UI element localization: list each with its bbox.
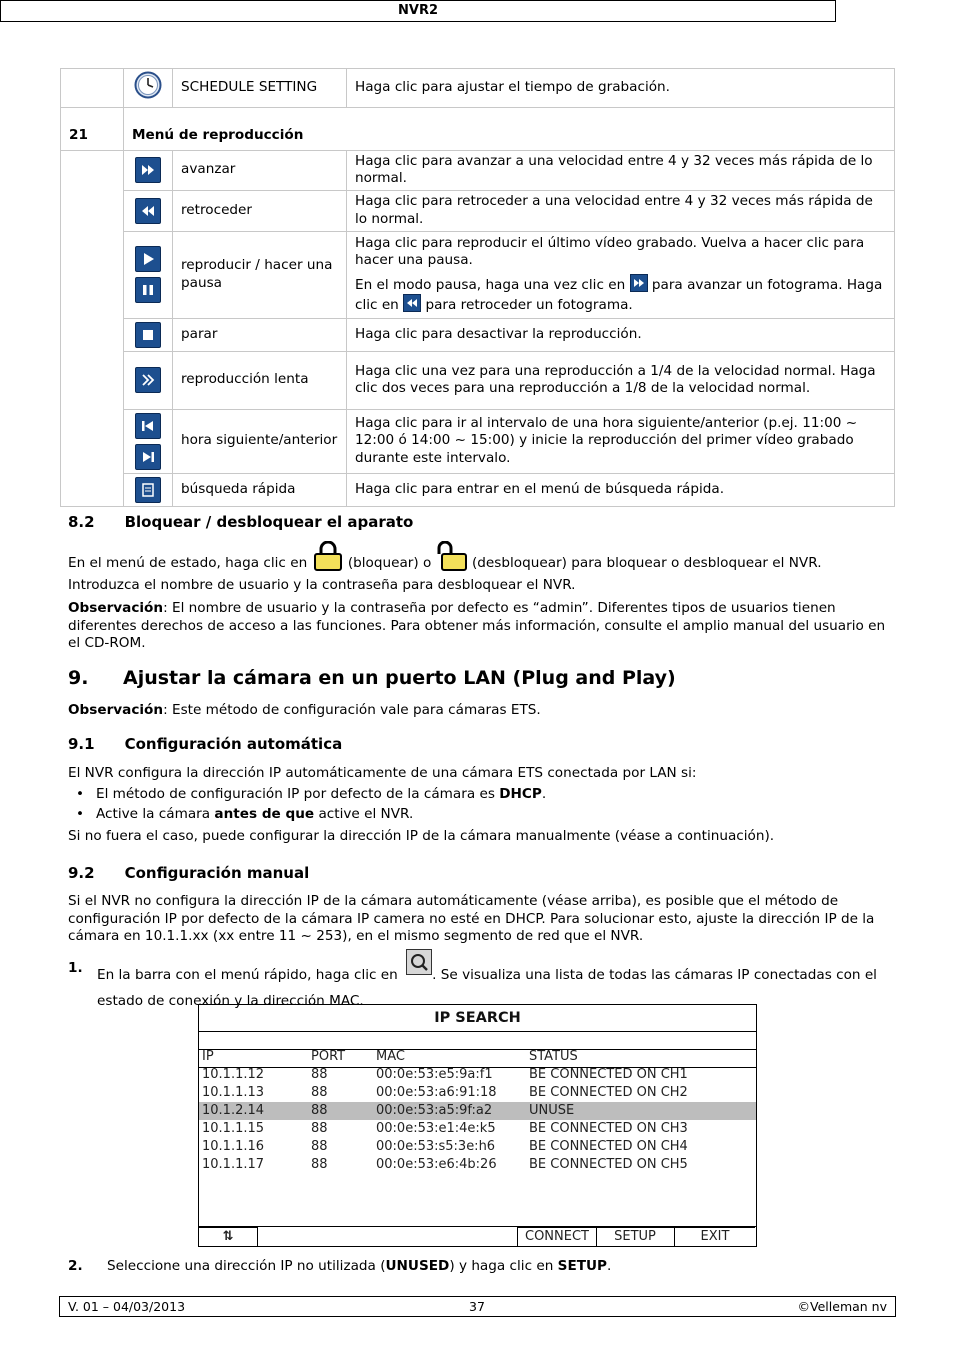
divider — [199, 1031, 756, 1032]
cell-port: 88 — [311, 1139, 328, 1154]
cell-status: BE CONNECTED ON CH4 — [529, 1139, 688, 1154]
item-label: reproducción lenta — [173, 351, 347, 409]
item-description: Haga clic para entrar en el menú de búsqueda rápida. — [347, 473, 895, 506]
section-heading-9-1: 9.1 Configuración automática — [68, 735, 343, 753]
auto-config-block — [68, 763, 888, 846]
item-description: Haga clic para avanzar a una velocidad entre 4 y 32 veces más rápida de lo normal. — [347, 150, 895, 190]
play-icon — [135, 246, 161, 272]
cell-status: BE CONNECTED ON CH2 — [529, 1085, 688, 1100]
column-header-ip: IP — [202, 1049, 214, 1064]
cell-port: 88 — [311, 1085, 328, 1100]
note-text: : Este método de configuración vale para cámaras ETS. — [163, 702, 541, 718]
icon-cell — [124, 473, 173, 506]
cell-status: BE CONNECTED ON CH5 — [529, 1157, 688, 1172]
row-number-cell — [61, 69, 124, 108]
ip-table-row[interactable] — [199, 1120, 756, 1138]
step-text-part: Seleccione una dirección IP no utilizada ( — [107, 1258, 386, 1274]
item-label: avanzar — [173, 150, 347, 190]
step-text-part: En la barra con el menú rápido, haga clic en — [97, 967, 398, 983]
step-text-part: . — [607, 1258, 612, 1274]
description-line: Haga clic para reproducir el último vídeo grabado. Vuelva a hacer clic para hacer una pausa. — [355, 234, 865, 268]
footer-copyright: ©Velleman nv — [797, 1299, 887, 1314]
previous-hour-icon — [135, 413, 161, 439]
pause-icon — [135, 277, 161, 303]
description-line — [355, 274, 886, 315]
page-footer — [59, 1296, 896, 1317]
quick-search-icon — [135, 477, 161, 503]
ip-table-row[interactable] — [199, 1066, 756, 1084]
item-description: Haga clic para desactivar la reproducción. — [347, 318, 895, 351]
item-label: parar — [173, 318, 347, 351]
item-description: Haga clic una vez para una reproducción a 1/4 de la velocidad normal. Haga clic dos veces para una reproducción a 1/8 de la velocidad normal. — [347, 351, 895, 409]
section-title: Menú de reproducción — [124, 107, 895, 150]
step-number: 1. — [68, 960, 83, 976]
paragraph-text: (bloquear) o — [347, 555, 432, 571]
step-number: 2. — [68, 1258, 83, 1274]
icon-cell — [124, 190, 173, 231]
step-text-bold: SETUP — [557, 1258, 608, 1274]
section-heading-9-2: 9.2 Configuración manual — [68, 864, 310, 882]
next-hour-icon — [135, 444, 161, 470]
paragraph-text: Si no fuera el caso, puede configurar la dirección IP de la cámara manualmente (véase a continuación). — [68, 827, 775, 844]
cell-mac: 00:0e:53:a5:9f:a2 — [376, 1103, 493, 1118]
icon-cell — [124, 69, 173, 108]
rewind-icon — [135, 198, 161, 224]
icon-cell — [124, 231, 173, 318]
cell-status: BE CONNECTED ON CH1 — [529, 1067, 688, 1082]
paragraph-text: El NVR configura la dirección IP automáticamente de una cámara ETS conectada por LAN si: — [68, 765, 697, 781]
item-label: SCHEDULE SETTING — [173, 69, 347, 108]
step-text-part: . Se visualiza una lista de todas las cámaras IP conectadas con el estado de conexión y la dirección MAC. — [97, 967, 877, 1009]
description-text: para retroceder un fotograma. — [425, 297, 633, 313]
step-text-bold: UNUSED — [385, 1258, 450, 1274]
lock-paragraph — [68, 541, 888, 653]
column-header-status: STATUS — [529, 1049, 578, 1064]
list-item — [68, 784, 888, 805]
list-text: . — [541, 785, 547, 802]
cell-mac: 00:0e:53:a6:91:18 — [376, 1085, 497, 1100]
cell-ip: 10.1.1.13 — [202, 1085, 265, 1100]
column-header-port: PORT — [311, 1049, 346, 1064]
item-label: reproducir / hacer una pausa — [173, 231, 347, 318]
cell-status: UNUSE — [529, 1103, 575, 1118]
paragraph-text: En el menú de estado, haga clic en — [68, 555, 308, 571]
icon-cell — [124, 351, 173, 409]
ip-table-header — [199, 1048, 756, 1066]
item-description: Haga clic para ajustar el tiempo de grabación. — [347, 69, 895, 108]
cell-port: 88 — [311, 1121, 328, 1136]
row-number-cell — [61, 150, 124, 506]
feature-table — [60, 68, 895, 507]
ip-table-row-selected[interactable] — [199, 1102, 756, 1120]
list-item — [68, 804, 888, 825]
section-heading-9: Ajustar la cámara en un puerto LAN (Plug and Play) — [123, 667, 676, 689]
note-label: Observación — [68, 702, 164, 718]
footer-page-number: 37 — [469, 1299, 485, 1314]
section-number: 21 — [61, 107, 124, 150]
lock-icon — [312, 541, 344, 577]
page-header: NVR2 — [0, 0, 836, 22]
icon-cell — [124, 318, 173, 351]
item-description: Haga clic para retroceder a una velocidad entre 4 y 32 veces más rápida de lo normal. — [347, 190, 895, 231]
footer-version: V. 01 – 04/03/2013 — [68, 1299, 186, 1314]
lock-instructions — [68, 541, 888, 594]
cell-ip: 10.1.1.17 — [202, 1157, 265, 1172]
ip-search-window — [198, 1004, 757, 1247]
cell-mac: 00:0e:53:e5:9a:f1 — [376, 1067, 493, 1082]
ip-table-row[interactable] — [199, 1084, 756, 1102]
cell-ip: 10.1.2.14 — [202, 1103, 265, 1118]
ip-search-title: IP SEARCH — [434, 1010, 521, 1026]
note-label: Observación — [68, 600, 164, 616]
cell-ip: 10.1.1.12 — [202, 1067, 265, 1082]
cell-mac: 00:0e:53:e1:4e:k5 — [376, 1121, 496, 1136]
rewind-icon — [403, 294, 421, 312]
fast-forward-icon — [630, 274, 648, 292]
item-description: Haga clic para ir al intervalo de una hora siguiente/anterior (p.ej. 11:00 ~ 12:00 ó 14:00 ~ 15:00) y inicie la reproducción del primer vídeo grabado durante este intervalo. — [347, 409, 895, 473]
condition-list — [68, 784, 888, 825]
step-text-part: ) y haga clic en — [449, 1258, 558, 1274]
clock-icon — [134, 71, 162, 105]
setup-button[interactable]: SETUP — [596, 1227, 675, 1246]
item-label: retroceder — [173, 190, 347, 231]
list-text-bold: antes de que — [214, 806, 315, 822]
list-text-bold: DHCP — [499, 785, 542, 802]
cell-ip: 10.1.1.15 — [202, 1121, 265, 1136]
item-description — [347, 231, 895, 318]
unlock-icon — [436, 541, 468, 577]
column-header-mac: MAC — [376, 1049, 405, 1064]
ip-table-row[interactable] — [199, 1138, 756, 1156]
list-text: active el NVR. — [314, 806, 414, 822]
step-text — [107, 1258, 611, 1274]
cell-port: 88 — [311, 1067, 328, 1082]
slow-play-icon — [135, 367, 161, 393]
ip-search-icon — [406, 949, 432, 975]
ip-table-row[interactable] — [199, 1156, 756, 1174]
cell-status: BE CONNECTED ON CH3 — [529, 1121, 688, 1136]
list-text: El método de configuración IP por defecto de la cámara es — [96, 785, 500, 802]
description-text: En el modo pausa, haga una vez clic en — [355, 276, 626, 293]
paragraph-text: (desbloquear) para bloquear o desbloquear el NVR. — [472, 555, 822, 571]
cell-ip: 10.1.1.16 — [202, 1139, 265, 1154]
note-paragraph — [68, 600, 888, 653]
paragraph-text: Introduzca el nombre de usuario y la contraseña para desbloquear el NVR. — [68, 576, 576, 593]
icon-cell — [124, 409, 173, 473]
description-text: para avanzar un fotograma. Haga clic en — [355, 276, 883, 313]
exit-button[interactable]: EXIT — [675, 1227, 755, 1246]
fast-forward-icon — [135, 157, 161, 183]
icon-cell — [124, 150, 173, 190]
note-paragraph — [68, 702, 541, 718]
cell-mac: 00:0e:53:s5:3e:h6 — [376, 1139, 496, 1154]
cell-port: 88 — [311, 1103, 328, 1118]
list-text: Active la cámara — [96, 806, 215, 822]
connect-button[interactable]: CONNECT — [517, 1227, 597, 1246]
item-label: búsqueda rápida — [173, 473, 347, 506]
cell-port: 88 — [311, 1157, 328, 1172]
step-text — [97, 949, 889, 1010]
item-label: hora siguiente/anterior — [173, 409, 347, 473]
paragraph-text: Si el NVR no configura la dirección IP de la cámara automáticamente (véase arriba), es posible que el método de configuración IP por defecto de la cámara IP camera no esté en DHCP. Para solucionar esto, ajuste la dirección IP de la cámara en 10.1.1.xx (xx entre 11 ~ 253), en el mismo segmento de red que el NVR. — [68, 893, 875, 944]
stop-icon — [135, 322, 161, 348]
note-text: : El nombre de usuario y la contraseña por defecto es “admin”. Diferentes tipos de usuarios tienen diferentes derechos de acceso a las funciones. Para obtener más información, consulte el amplio manual del usuario en el CD-ROM. — [68, 600, 886, 651]
refresh-button[interactable]: ⇅ — [199, 1227, 258, 1246]
section-number-9: 9. — [68, 667, 89, 689]
cell-mac: 00:0e:53:e6:4b:26 — [376, 1157, 497, 1172]
section-heading-8-2: 8.2 Bloquear / desbloquear el aparato — [68, 513, 414, 531]
